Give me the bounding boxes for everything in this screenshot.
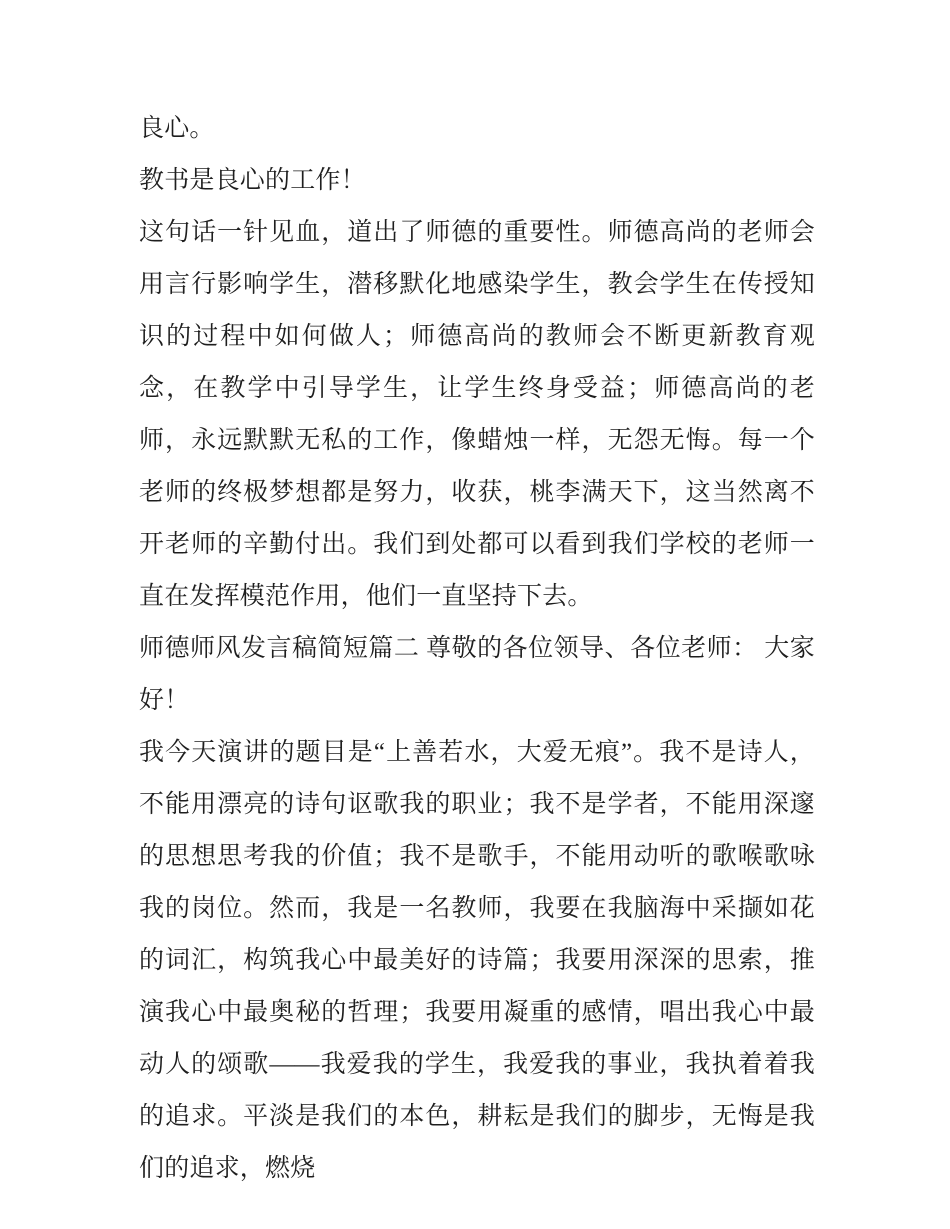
document-body (139, 103, 815, 1195)
paragraph-shide-importance: 这句话一针见血，道出了师德的重要性。师德高尚的老师会用言行影响学生，潜移默化地感染学生，教会学生在传授知识的过程中如何做人；师德高尚的教师会不断更新教育观念，在教学中引导学生，让学生终身受益；师德高尚的老师，永远默默无私的工作，像蜡烛一样，无怨无悔。每一个老师的终极梦想都是努力，收获，桃李满天下，这当然离不开老师的辛勤付出。我们到处都可以看到我们学校的老师一直在发挥模范作用，他们一直坚持下去。 (139, 219, 815, 610)
paragraph-jiaoshu-slogan: 教书是良心的工作！ (139, 167, 366, 194)
paragraph-section2-heading: 师德师风发言稿简短篇二 尊敬的各位领导、各位老师： 大家好！ (139, 635, 815, 714)
paragraph-liangxin: 良心。 (139, 115, 215, 142)
paragraph-speech-body: 我今天演讲的题目是“上善若水，大爱无痕”。我不是诗人，不能用漂亮的诗句讴歌我的职业；我不是学者，不能用深邃的思想思考我的价值；我不是歌手，不能用动听的歌喉歌咏我的岗位。然而，我是一名教师，我要在我脑海中采撷如花的词汇，构筑我心中最美好的诗篇；我要用深深的思索，推演我心中最奥秘的哲理；我要用凝重的感情，唱出我心中最动人的颂歌——我爱我的学生，我爱我的事业，我执着着我的追求。平淡是我们的本色，耕耘是我们的脚步，无悔是我们的追求，燃烧 (139, 739, 815, 1182)
